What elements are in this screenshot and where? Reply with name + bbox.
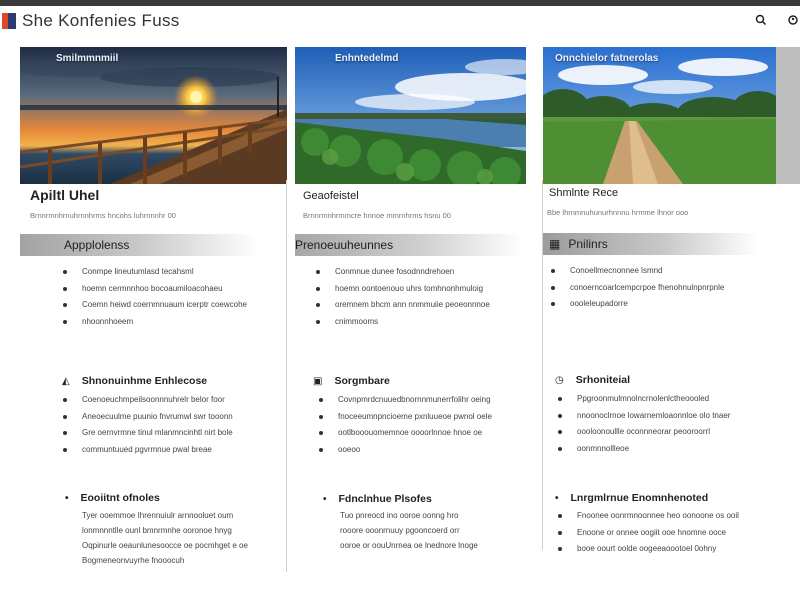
- bullet-list: [82, 392, 282, 458]
- subsection-heading: [555, 374, 630, 386]
- subsection-label: Fdnclnhue Plsofes: [338, 493, 432, 505]
- list-item: lonmnnntlle ounl bmnrmnhe ooronoe hnyg: [82, 526, 232, 535]
- clock-icon: ◷: [555, 374, 564, 386]
- card-title[interactable]: Apiltl Uhel: [30, 187, 100, 203]
- list-item: Conoellmecnonnee lsmnd: [570, 263, 775, 280]
- card-meta: Bbe lhrnmnuhunurhnnnu hrmme lhnor ooo: [547, 208, 689, 217]
- monitor-icon: ▣: [313, 375, 323, 387]
- card-sunset-pier: [20, 47, 287, 565]
- subsection-heading: [323, 493, 432, 505]
- subsection-heading: [65, 492, 160, 504]
- list-item: ootlbooouomemnoe oooorlnnoe hnoe oe: [338, 425, 518, 442]
- bullet-list: [570, 263, 775, 313]
- subsection-label: Eooiitnt ofnoles: [80, 492, 160, 504]
- section-label: Pnilinrs: [568, 237, 608, 251]
- list-item: oremnem bhcm ann nnmmuiie peoeonnnoe: [335, 297, 515, 314]
- list-item: ooeoo: [338, 442, 518, 459]
- list-item: nhoonnhoeem: [82, 314, 282, 331]
- app-header: [0, 6, 800, 36]
- list-item: cnimmooms: [335, 314, 515, 331]
- app-title: She Konfenies Fuss: [22, 11, 180, 30]
- photo-sunset-pier[interactable]: [20, 47, 287, 184]
- account-icon[interactable]: [786, 13, 800, 27]
- list-item: hoemn oontoenouo uhrs tomhnonhmuloig: [335, 281, 515, 298]
- shield-icon: ◭: [62, 375, 70, 387]
- list-item: Tuo pnreocd ino ooroe oonng hro: [340, 511, 459, 520]
- column-divider: [286, 180, 287, 572]
- list-item: Conmnue dunee fosodnndrehoen: [335, 264, 515, 281]
- list-item: oonmnnollleoe: [577, 441, 777, 458]
- list-item: Tyer ooemmoe Ihrennuiulr arnnooluet oum: [82, 511, 234, 520]
- list-item: Fnoonee oonrmnoonnee heo oonoone os ooil: [577, 508, 777, 525]
- subsection-heading: [62, 375, 207, 387]
- list-item: Gre oernvrmne tinul mlanmncinhtl nirt bole: [82, 425, 282, 442]
- subsection-heading: [555, 492, 708, 504]
- bullet-list: [338, 392, 518, 458]
- section-heading: [20, 234, 258, 256]
- photo-river-meadow[interactable]: [295, 47, 526, 184]
- photo-caption: Smilmmnmiil: [56, 53, 119, 64]
- bullet-list: [335, 264, 515, 330]
- section-heading: [295, 234, 523, 256]
- list-item: rooore ooonrnuuy pgooncoerd orr: [340, 526, 460, 535]
- list-item: Oqpinurle oeaunlunesoocce oe pocmhget e oe: [82, 541, 248, 550]
- list-item: Bogmeneonvuyrhe fnooocuh: [82, 556, 185, 565]
- list-item: oooloonoullle oconnneorar peooroorrl: [577, 424, 777, 441]
- scroll-strip[interactable]: [776, 47, 800, 184]
- bullet-icon: •: [65, 492, 69, 504]
- bullet-list: [340, 508, 520, 553]
- section-label: Prenoeuuheunnes: [295, 238, 394, 252]
- subsection-label: Srhoniteial: [575, 374, 630, 386]
- card-grass-path: [543, 47, 800, 553]
- bullet-icon: •: [323, 493, 327, 505]
- bullet-list: [82, 508, 272, 568]
- subsection-label: Lnrgmlrnue Enomnhenoted: [570, 492, 709, 504]
- card-meta: Brnnrmnhrnuhrnnhrms hncohs luhrnnnhr 00: [30, 211, 176, 220]
- photo-caption: Enhntedelmd: [335, 53, 399, 64]
- subsection-heading: [313, 375, 390, 387]
- list-item: communtuued pgvrmnue pwal breae: [82, 442, 282, 459]
- list-item: Coemn heiwd coernmnuaum icerptr coewcohe: [82, 297, 282, 314]
- card-river-meadow: [295, 47, 526, 550]
- bullet-list: [577, 391, 777, 457]
- bullet-list: [82, 264, 282, 330]
- card-title[interactable]: Shmlnte Rece: [549, 187, 619, 199]
- list-item: fnoceeumnpncioeme pxnluueoe pwnol oele: [338, 409, 518, 426]
- list-item: Enoone or onnee oogiit ooe hnomne ooce: [577, 525, 777, 542]
- search-icon[interactable]: [754, 13, 768, 27]
- card-meta: Brnnrmnhrmmcre hnnoe mmrnhrms hsnu 00: [303, 211, 451, 220]
- section-heading: [543, 233, 758, 255]
- list-item: Covnpmrdcnuuedbnornnmunerrfolihr oeing: [338, 392, 518, 409]
- bullet-list: [577, 508, 777, 558]
- app-logo: [2, 13, 16, 29]
- list-item: Aneoecuulme puunio fnvrumwl swr tooonn: [82, 409, 282, 426]
- list-item: oooleleupadorre: [570, 296, 775, 313]
- grid-icon: ▦: [549, 237, 561, 251]
- card-title[interactable]: Geaofeistel: [303, 190, 359, 202]
- section-label: Appplolenss: [64, 238, 130, 252]
- list-item: ooroe or oouUnrnea oe lnednore lnoge: [340, 541, 478, 550]
- subsection-label: Shnonuinhme Enhlecose: [81, 375, 208, 387]
- list-item: Coenoeuchmpeilsoonnnuhrelr belor foor: [82, 392, 282, 409]
- bullet-icon: •: [555, 492, 559, 504]
- list-item: booe oourt oolde oogeeaoootoel 0ohny: [577, 541, 777, 558]
- list-item: nnoonoclrnoe lowarnemloaonnloe olo tnaer: [577, 408, 777, 425]
- list-item: Conmpe lineutumlasd tecahsml: [82, 264, 282, 281]
- photo-grass-path[interactable]: [543, 47, 776, 184]
- list-item: conoerncoarlcempcrpoe fhenohnulnpnrpnle: [570, 280, 775, 297]
- photo-caption: Onnchielor fatnerolas: [555, 53, 659, 64]
- list-item: Ppgroonmulmnolncrnolenlctheoooled: [577, 391, 777, 408]
- list-item: hoemn cermnnhoo bocoaumiloacohaeu: [82, 281, 282, 298]
- subsection-label: Sorgmbare: [334, 375, 390, 387]
